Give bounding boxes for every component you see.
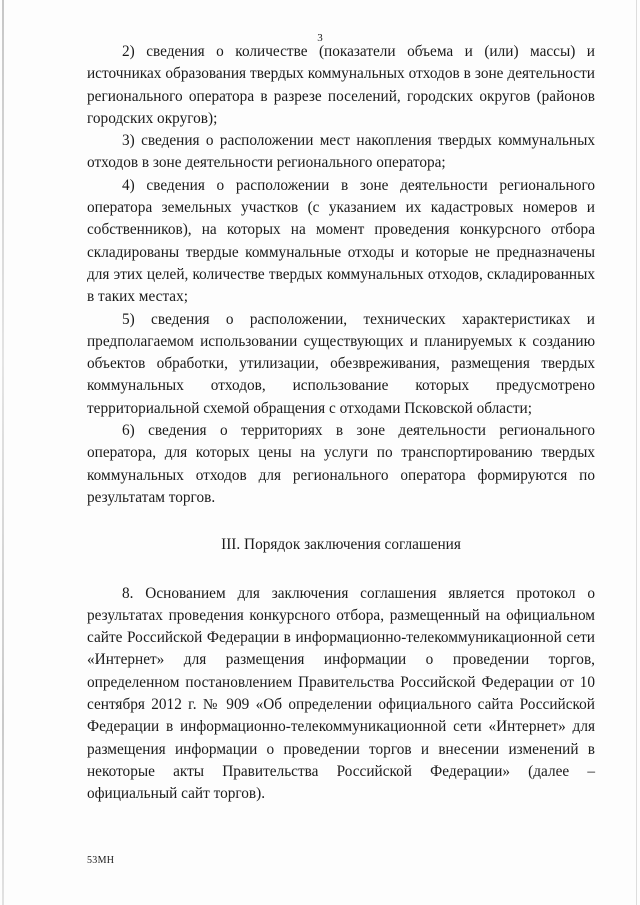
page-number: 3	[317, 32, 323, 44]
scan-edge-right	[636, 0, 637, 905]
paragraph-8: 8. Основанием для заключения соглашения является протокол о результатах проведения конкурсного отбора, размещенный на официальном сайте Российской Федерации в информационно-телекоммуникационной сети «Интернет» для размещения информации о проведении торгов, определенном постановлением Правительства Российской Федерации от 10 сентября 2012 г. № 909 «Об определении официального сайта Российской Федерации в информационно-телекоммуникационной сети «Интернет» для размещения информации о проведении торгов и внесении изменений в некоторые акты Правительства Российской Федерации» (далее – официальный сайт торгов).	[87, 584, 595, 803]
list-item-4: 4) сведения о расположении в зоне деятельности регионального оператора земельных участков (с указанием их кадастровых номеров и собственников), на которых на момент проведения конкурсного отбора складированы твердые коммунальные отходы и которые не предназначены для этих целей, количестве твердых коммунальных отходов, складированных в таких местах;	[87, 176, 595, 306]
list-item-3: 3) сведения о расположении мест накопления твердых коммунальных отходов в зоне деятельности регионального оператора;	[87, 132, 595, 172]
scan-edge-left	[2, 0, 4, 905]
list-item-5: 5) сведения о расположении, технических характеристиках и предполагаемом использовании существующих и планируемых к созданию объектов обработки, утилизации, обезвреживания, размещения твердых коммунальных отходов, использование которых предусмотрено территориальной схемой обращения с отходами Псковской области;	[87, 310, 595, 417]
document-body	[87, 41, 595, 806]
list-item-2: 2) сведения о количестве (показатели объема и (или) массы) и источниках образования твердых коммунальных отходов в зоне деятельности регионального оператора в разрезе поселений, городских округов (районов городских округов);	[87, 43, 595, 127]
section-heading: III. Порядок заключения соглашения	[221, 536, 461, 554]
footer-document-code: 53МН	[87, 855, 115, 866]
list-item-6: 6) сведения о территориях в зоне деятельности регионального оператора, для которых цены на услуги по транспортированию твердых коммунальных отходов для регионального оператора формируются по результатам торгов.	[87, 422, 595, 506]
